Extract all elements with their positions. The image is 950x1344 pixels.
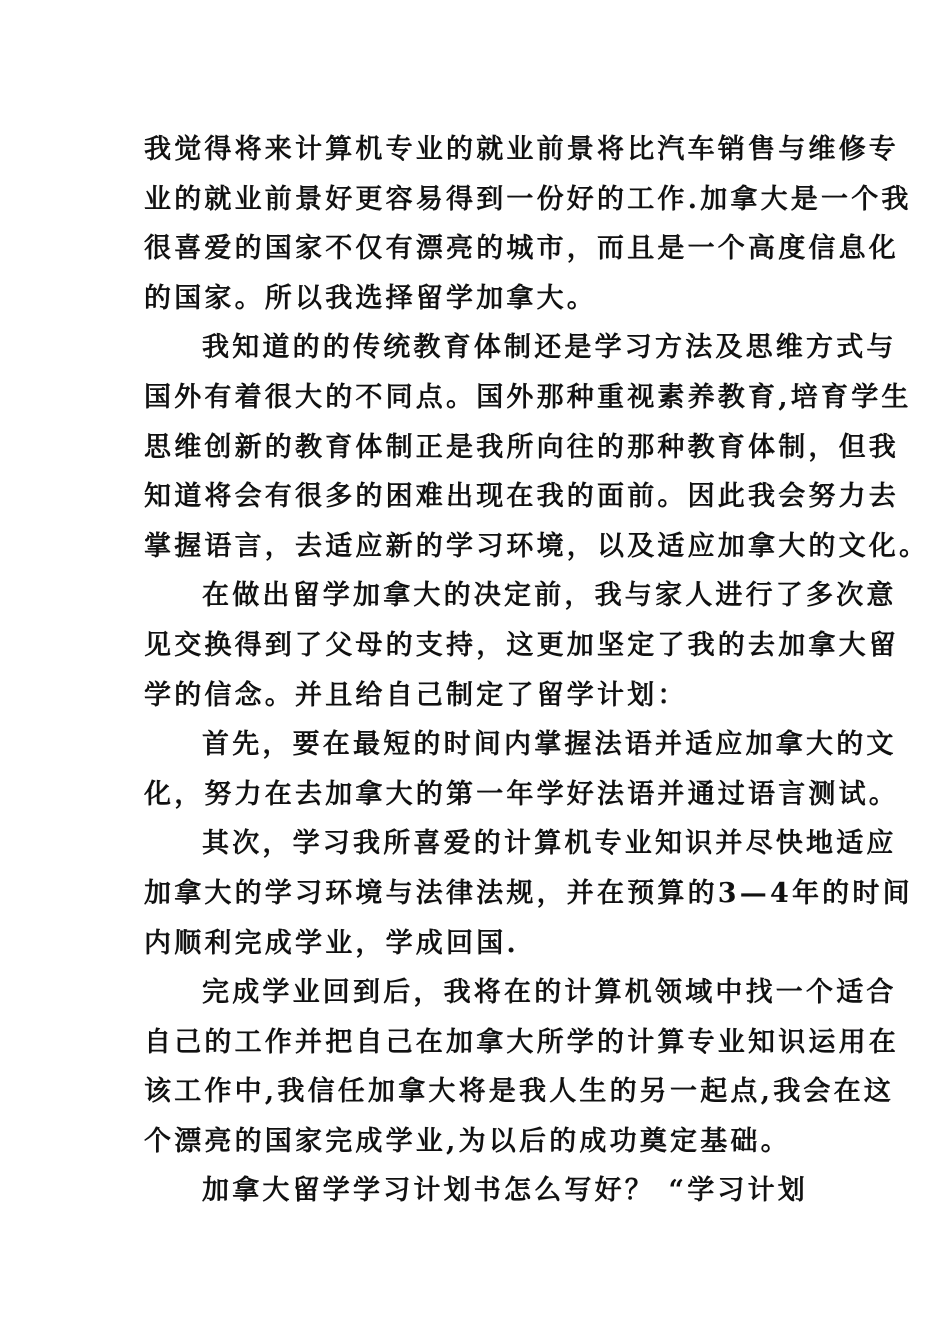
paragraph-first-line: 首先，要在最短的时间内掌握法语并适应加拿大的文 <box>202 729 897 761</box>
text-line: 思维创新的教育体制正是我所向往的那种教育体制，但我 <box>144 431 899 463</box>
text-line: 学的信念。并且给自己制定了留学计划： <box>144 679 688 711</box>
paragraph-first-line: 我知道的的传统教育体制还是学习方法及思维方式与 <box>202 332 897 364</box>
text-line: 的国家。所以我选择留学加拿大。 <box>144 282 597 314</box>
text-line: 掌握语言，去适应新的学习环境，以及适应加拿大的文化。 <box>144 530 930 562</box>
paragraph-first-line: 完成学业回到后，我将在的计算机领域中找一个适合 <box>202 977 897 1009</box>
text-line: 个漂亮的国家完成学业,为以后的成功奠定基础。 <box>144 1125 791 1157</box>
text-line: 见交换得到了父母的支持，这更加坚定了我的去加拿大留 <box>144 629 899 661</box>
body-text <box>144 125 930 1216</box>
text-line: 我觉得将来计算机专业的就业前景将比汽车销售与维修专 <box>144 134 899 165</box>
text-line: 化，努力在去加拿大的第一年学好法语并通过语言测试。 <box>144 778 899 810</box>
paragraph-first-line: 在做出留学加拿大的决定前，我与家人进行了多次意 <box>202 580 897 612</box>
text-line: 自己的工作并把自己在加拿大所学的计算专业知识运用在 <box>144 1026 899 1058</box>
quoted-text-start: “学习计划 <box>668 1175 808 1207</box>
text-line: 加拿大的学习环境与法律法规，并在预算的3—4年的时间 <box>144 877 913 909</box>
text-line: 知道将会有很多的困难出现在我的面前。因此我会努力去 <box>144 481 899 513</box>
heading-question: 加拿大留学学习计划书怎么写好？ <box>202 1175 655 1207</box>
paragraph-first-line: 其次，学习我所喜爱的计算机专业知识并尽快地适应 <box>202 828 897 860</box>
paragraph-first-line <box>144 1166 808 1216</box>
text-line: 业的就业前景好更容易得到一份好的工作.加拿大是一个我 <box>144 183 912 215</box>
text-line: 该工作中,我信任加拿大将是我人生的另一起点,我会在这 <box>144 1076 894 1108</box>
text-line: 国外有着很大的不同点。国外那种重视素养教育,培育学生 <box>144 381 912 413</box>
text-line: 内顺利完成学业，学成回国. <box>144 927 519 959</box>
text-line: 很喜爱的国家不仅有漂亮的城市，而且是一个高度信息化 <box>144 233 899 265</box>
